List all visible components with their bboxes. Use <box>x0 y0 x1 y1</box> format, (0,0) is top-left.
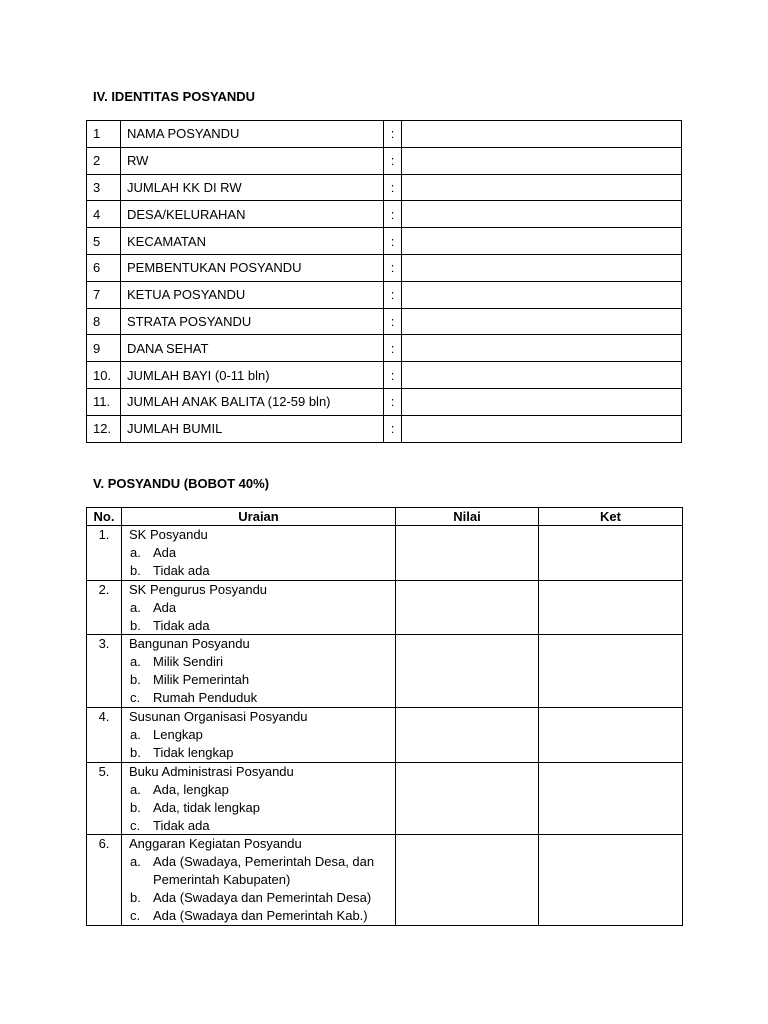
option-item <box>129 744 388 762</box>
option-item <box>129 889 388 907</box>
row-number: 7 <box>87 281 121 308</box>
nilai-field[interactable] <box>396 635 539 708</box>
section-v-title: V. POSYANDU (BOBOT 40%) <box>93 476 270 491</box>
row-label: JUMLAH KK DI RW <box>121 174 384 201</box>
identitas-table <box>86 120 682 443</box>
identitas-row <box>87 254 682 281</box>
option-item <box>129 907 388 925</box>
item-title: SK Pengurus Posyandu <box>129 581 268 597</box>
criteria-row <box>87 580 683 635</box>
option-item <box>129 671 388 689</box>
option-text: Tidak ada <box>153 817 210 833</box>
ket-field[interactable] <box>539 708 683 763</box>
option-item <box>129 653 388 671</box>
value-field[interactable] <box>402 201 682 228</box>
posyandu-table <box>86 507 683 926</box>
option-text: Milik Pemerintah <box>153 672 250 688</box>
option-text: Tidak lengkap <box>153 744 234 760</box>
section-iv-title: IV. IDENTITAS POSYANDU <box>93 89 256 104</box>
row-label: KETUA POSYANDU <box>121 281 384 308</box>
value-field[interactable] <box>402 362 682 389</box>
option-letter: b. <box>130 562 141 578</box>
nilai-field[interactable] <box>396 762 539 835</box>
option-text: Rumah Penduduk <box>153 690 258 706</box>
option-letter: b. <box>130 799 141 815</box>
item-title: Anggaran Kegiatan Posyandu <box>129 836 302 852</box>
header-no: No. <box>87 508 122 526</box>
colon-separator: : <box>384 362 402 389</box>
identitas-row <box>87 174 682 201</box>
header-uraian: Uraian <box>122 508 396 526</box>
colon-separator: : <box>384 254 402 281</box>
identitas-row <box>87 121 682 148</box>
option-text: Tidak ada <box>153 562 210 578</box>
item-title: Buku Administrasi Posyandu <box>129 763 294 779</box>
option-item <box>129 599 388 617</box>
option-letter: b. <box>130 744 141 760</box>
option-letter: b. <box>130 672 141 688</box>
identitas-row <box>87 335 682 362</box>
row-label: STRATA POSYANDU <box>121 308 384 335</box>
row-number: 4 <box>87 201 121 228</box>
row-number: 9 <box>87 335 121 362</box>
uraian-cell <box>122 708 396 763</box>
row-number: 5 <box>87 228 121 255</box>
nilai-field[interactable] <box>396 526 539 581</box>
colon-separator: : <box>384 281 402 308</box>
option-text: Ada <box>153 544 177 560</box>
identitas-row <box>87 415 682 442</box>
option-letter: a. <box>130 654 141 670</box>
criteria-row <box>87 708 683 763</box>
option-item <box>129 544 388 562</box>
item-number: 1. <box>87 526 122 581</box>
option-letter: a. <box>130 599 141 615</box>
option-letter: b. <box>130 890 141 906</box>
uraian-cell <box>122 526 396 581</box>
option-text: Ada <box>153 599 177 615</box>
nilai-field[interactable] <box>396 708 539 763</box>
value-field[interactable] <box>402 147 682 174</box>
option-letter: c. <box>130 908 141 924</box>
row-number: 12. <box>87 415 121 442</box>
row-label: DESA/KELURAHAN <box>121 201 384 228</box>
value-field[interactable] <box>402 121 682 148</box>
criteria-row <box>87 635 683 708</box>
option-letter: c. <box>130 690 141 706</box>
item-title: Bangunan Posyandu <box>129 636 250 652</box>
option-text: Ada (Swadaya, Pemerintah Desa, dan Pemerintah Kabupaten) <box>153 854 375 888</box>
ket-field[interactable] <box>539 835 683 926</box>
ket-field[interactable] <box>539 635 683 708</box>
option-text: Lengkap <box>153 726 203 742</box>
row-number: 11. <box>87 388 121 415</box>
option-text: Tidak ada <box>153 617 210 633</box>
uraian-cell <box>122 635 396 708</box>
colon-separator: : <box>384 174 402 201</box>
option-text: Ada, tidak lengkap <box>153 799 260 815</box>
identitas-row <box>87 388 682 415</box>
row-label: NAMA POSYANDU <box>121 121 384 148</box>
colon-separator: : <box>384 415 402 442</box>
uraian-cell <box>122 762 396 835</box>
option-item <box>129 617 388 635</box>
row-number: 2 <box>87 147 121 174</box>
identitas-row <box>87 147 682 174</box>
header-nilai: Nilai <box>396 508 539 526</box>
value-field[interactable] <box>402 308 682 335</box>
colon-separator: : <box>384 121 402 148</box>
criteria-row <box>87 762 683 835</box>
option-item <box>129 799 388 817</box>
uraian-cell <box>122 580 396 635</box>
option-item <box>129 689 388 707</box>
colon-separator: : <box>384 147 402 174</box>
row-number: 6 <box>87 254 121 281</box>
row-label: JUMLAH BAYI (0-11 bln) <box>121 362 384 389</box>
item-number: 5. <box>87 762 122 835</box>
row-label: JUMLAH ANAK BALITA (12-59 bln) <box>121 388 384 415</box>
uraian-cell <box>122 835 396 926</box>
row-number: 10. <box>87 362 121 389</box>
colon-separator: : <box>384 228 402 255</box>
value-field[interactable] <box>402 228 682 255</box>
option-text: Ada (Swadaya dan Pemerintah Kab.) <box>153 908 368 924</box>
value-field[interactable] <box>402 388 682 415</box>
item-number: 2. <box>87 580 122 635</box>
value-field[interactable] <box>402 335 682 362</box>
colon-separator: : <box>384 201 402 228</box>
option-letter: a. <box>130 781 141 797</box>
item-number: 4. <box>87 708 122 763</box>
row-label: PEMBENTUKAN POSYANDU <box>121 254 384 281</box>
row-number: 1 <box>87 121 121 148</box>
option-item <box>129 562 388 580</box>
row-label: KECAMATAN <box>121 228 384 255</box>
colon-separator: : <box>384 388 402 415</box>
value-field[interactable] <box>402 254 682 281</box>
colon-separator: : <box>384 335 402 362</box>
header-ket: Ket <box>539 508 683 526</box>
criteria-row <box>87 835 683 926</box>
criteria-row <box>87 526 683 581</box>
option-text: Ada (Swadaya dan Pemerintah Desa) <box>153 890 372 906</box>
nilai-field[interactable] <box>396 580 539 635</box>
row-label: RW <box>121 147 384 174</box>
option-letter: a. <box>130 854 141 870</box>
item-number: 6. <box>87 835 122 926</box>
identitas-row <box>87 281 682 308</box>
option-letter: a. <box>130 726 141 742</box>
option-text: Ada, lengkap <box>153 781 229 797</box>
option-item <box>129 726 388 744</box>
identitas-row <box>87 201 682 228</box>
header-row <box>87 508 683 526</box>
identitas-row <box>87 362 682 389</box>
ket-field[interactable] <box>539 526 683 581</box>
ket-field[interactable] <box>539 762 683 835</box>
option-item <box>129 817 388 835</box>
row-label: DANA SEHAT <box>121 335 384 362</box>
row-number: 8 <box>87 308 121 335</box>
value-field[interactable] <box>402 281 682 308</box>
option-item <box>129 853 388 889</box>
item-title: SK Posyandu <box>129 527 208 542</box>
row-label: JUMLAH BUMIL <box>121 415 384 442</box>
item-number: 3. <box>87 635 122 708</box>
colon-separator: : <box>384 308 402 335</box>
value-field[interactable] <box>402 415 682 442</box>
option-letter: b. <box>130 617 141 633</box>
ket-field[interactable] <box>539 580 683 635</box>
nilai-field[interactable] <box>396 835 539 926</box>
value-field[interactable] <box>402 174 682 201</box>
option-letter: c. <box>130 817 141 833</box>
option-item <box>129 781 388 799</box>
option-letter: a. <box>130 544 141 560</box>
identitas-row <box>87 308 682 335</box>
option-text: Milik Sendiri <box>153 654 224 670</box>
row-number: 3 <box>87 174 121 201</box>
item-title: Susunan Organisasi Posyandu <box>129 709 308 725</box>
identitas-row <box>87 228 682 255</box>
